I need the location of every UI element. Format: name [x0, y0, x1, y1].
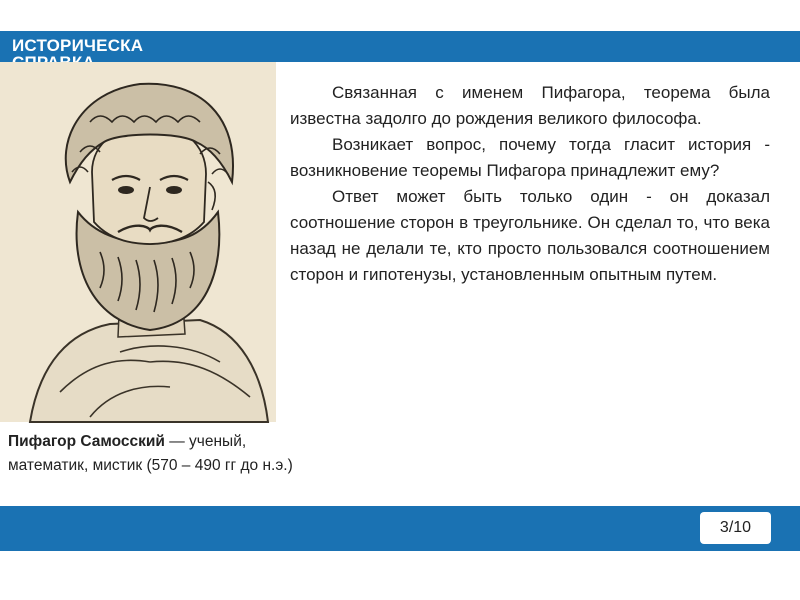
footer-bar	[0, 506, 800, 551]
paragraph-1: Связанная с именем Пифагора, теорема была известна задолго до рождения великого философа.	[290, 83, 770, 128]
section-title-line1: ИСТОРИЧЕСКА	[12, 36, 144, 55]
body-text	[290, 80, 770, 288]
header-bar	[0, 31, 800, 62]
paragraph-2: Возникает вопрос, почему тогда гласит история - возникновение теоремы Пифагора принадлежит ему?	[290, 135, 770, 180]
caption-name: Пифагор Самосский	[8, 433, 165, 450]
portrait-caption	[8, 430, 388, 478]
paragraph-3: Ответ может быть только один - он доказал соотношение сторон в треугольнике. Он сделал то, что века назад не делали те, кто просто пользовался соотношением сторон и гипотенузы, установленным опытным путем.	[290, 187, 770, 284]
caption-rest: — ученый,	[164, 433, 247, 450]
section-title	[12, 37, 172, 62]
caption-line2: математик, мистик (570 – 490 гг до н.э.)	[8, 457, 293, 474]
portrait-image	[0, 62, 276, 422]
pythagoras-bust-icon	[0, 62, 276, 422]
page-number-badge: 3/10	[700, 512, 771, 544]
